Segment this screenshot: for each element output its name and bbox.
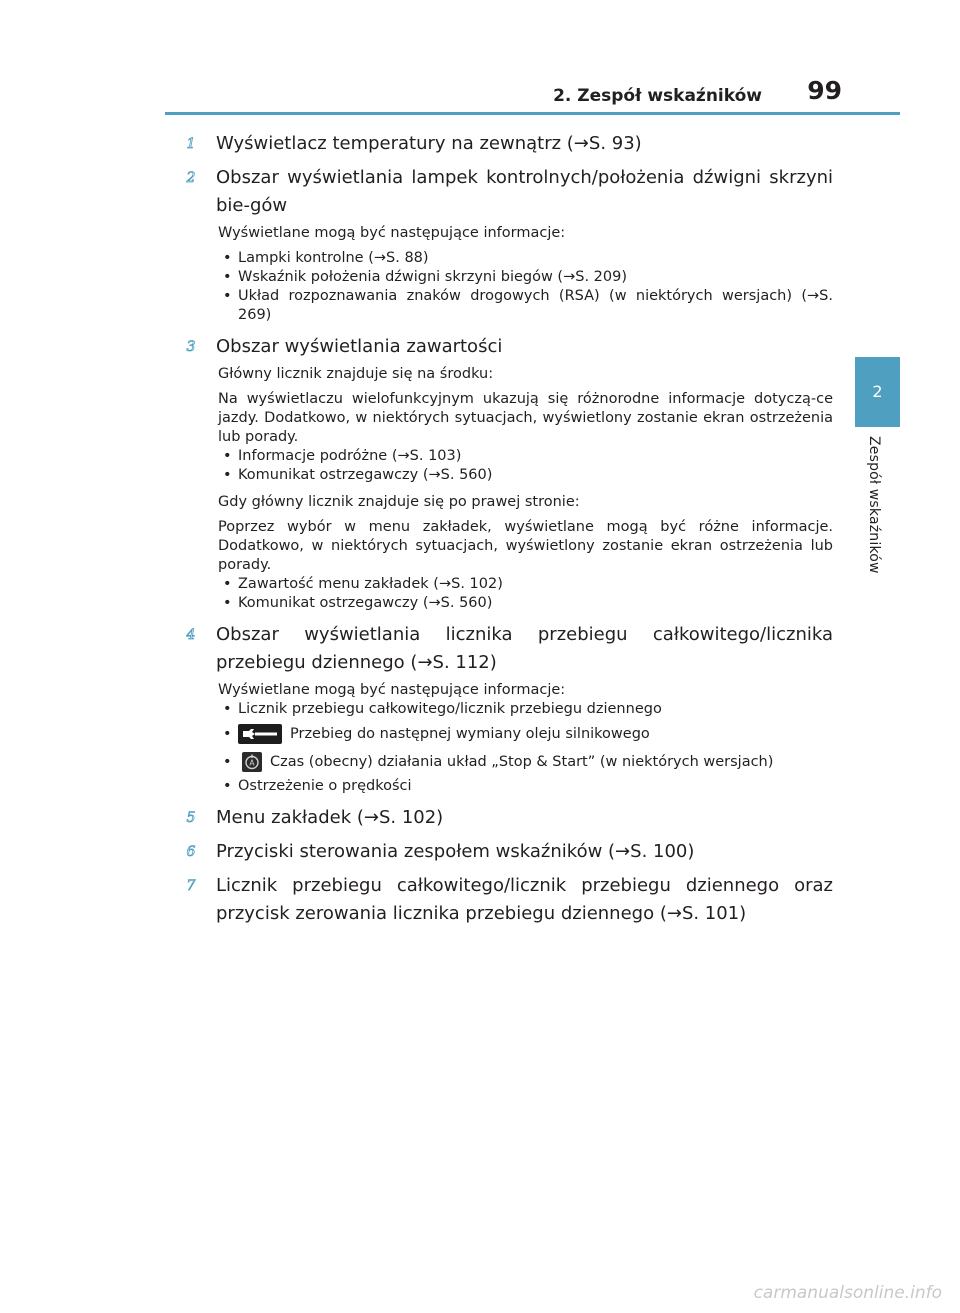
item-number: 1 bbox=[186, 136, 196, 152]
svg-text:A: • A bbox=[249, 758, 255, 768]
arrow-icon: → bbox=[373, 250, 387, 266]
item-number: 2 bbox=[186, 170, 196, 186]
page-ref-link[interactable]: S. 560) bbox=[440, 467, 493, 483]
arrow-icon: → bbox=[563, 269, 576, 285]
watermark: carmanualsonline.info bbox=[753, 1283, 942, 1303]
item-description: Poprzez wybór w menu zakładek, wyświetlane mogą być różne informacje. Dodatkowo, w niektórych sytuacjach, wyświetlony zostanie ekran ostrzeżenia lub porady. bbox=[218, 519, 833, 573]
bullet-item: • Komunikat ostrzegawczy (→S. 560) bbox=[218, 594, 833, 613]
list-item bbox=[183, 130, 833, 158]
page-ref-link[interactable]: S. 103) bbox=[409, 448, 462, 464]
page-ref-link[interactable]: S. 102) bbox=[451, 576, 503, 592]
bullet-item: • Lampki kontrolne (→S. 88) bbox=[218, 249, 833, 268]
page-ref-link[interactable]: S. 102) bbox=[378, 807, 444, 828]
bullet-list bbox=[218, 249, 833, 325]
bullet-item: • Przebieg do następnej wymiany oleju silnikowego bbox=[218, 721, 833, 747]
bullet-list bbox=[218, 700, 833, 796]
arrow-icon: → bbox=[363, 807, 379, 828]
list-item bbox=[183, 838, 833, 866]
section-title: 2. Zespół wskaźników bbox=[553, 86, 762, 106]
item-title: Wyświetlacz temperatury na zewnątrz (→S. 93) bbox=[216, 133, 642, 154]
item-title: Licznik przebiegu całkowitego/licznik przebiegu dziennego oraz przycisk zerowania licznika przebiegu dziennego (→S. 101) bbox=[216, 875, 833, 924]
bullet-item: • Zawartość menu zakładek (→S. 102) bbox=[218, 575, 833, 594]
bullet-item: • Układ rozpoznawania znaków drogowych (RSA) (w niektórych wersjach) (→S. 269) bbox=[218, 287, 833, 325]
chapter-tab[interactable]: 2 bbox=[855, 357, 900, 427]
page-ref-link[interactable]: S. 560) bbox=[440, 595, 493, 611]
item-description: Wyświetlane mogą być następujące informacje: bbox=[218, 225, 566, 241]
page-ref-link[interactable]: S. 93) bbox=[588, 133, 642, 154]
item-number: 6 bbox=[186, 844, 196, 860]
page-ref-link[interactable]: S. 88) bbox=[386, 250, 429, 266]
bullet-item: • Komunikat ostrzegawczy (→S. 560) bbox=[218, 466, 833, 485]
wrench-icon bbox=[238, 724, 282, 744]
list-item bbox=[183, 333, 833, 613]
item-number: 7 bbox=[186, 878, 196, 894]
list-item bbox=[183, 804, 833, 832]
page-ref-link[interactable]: S. 100) bbox=[630, 841, 695, 862]
item-description: Gdy główny licznik znajduje się po prawej stronie: bbox=[218, 494, 580, 510]
bullet-list bbox=[218, 575, 833, 613]
item-title: Przyciski sterowania zespołem wskaźników (→S. 100) bbox=[216, 841, 695, 862]
item-title: Obszar wyświetlania zawartości bbox=[216, 336, 503, 357]
arrow-icon: → bbox=[615, 841, 631, 862]
arrow-icon: → bbox=[438, 576, 452, 592]
list-item bbox=[183, 872, 833, 928]
bullet-item: • Ostrzeżenie o prędkości bbox=[218, 777, 833, 796]
item-number: 4 bbox=[186, 627, 196, 643]
item-title: Obszar wyświetlania lampek kontrolnych/położenia dźwigni skrzyni bie-gów bbox=[216, 167, 833, 216]
bullet-item: • Licznik przebiegu całkowitego/licznik przebiegu dziennego bbox=[218, 700, 833, 719]
arrow-icon: → bbox=[807, 288, 820, 304]
arrow-icon: → bbox=[417, 652, 433, 673]
bullet-item: • Wskaźnik położenia dźwigni skrzyni biegów (→S. 209) bbox=[218, 268, 833, 287]
item-title: Menu zakładek (→S. 102) bbox=[216, 807, 444, 828]
chapter-tab-label: Zespół wskaźników bbox=[866, 436, 882, 574]
bullet-item: • Informacje podróżne (→S. 103) bbox=[218, 447, 833, 466]
arrow-icon: → bbox=[397, 448, 410, 464]
stop-start-icon bbox=[242, 752, 262, 772]
list-item bbox=[183, 164, 833, 325]
item-description: Na wyświetlaczu wielofunkcyjnym ukazują się różnorodne informacje dotyczą-ce jazdy. Dodatkowo, w niektórych sytuacjach, wyświetlony zostanie ekran ostrzeżenia lub porady. bbox=[218, 391, 833, 445]
item-number: 3 bbox=[186, 339, 196, 355]
page-ref-link[interactable]: S. 269) bbox=[238, 288, 833, 323]
arrow-icon: → bbox=[428, 595, 441, 611]
page-ref-link[interactable]: S. 101) bbox=[681, 903, 747, 924]
page-ref-link[interactable]: S. 112) bbox=[432, 652, 497, 673]
item-title: Obszar wyświetlania licznika przebiegu całkowitego/licznika przebiegu dziennego (→S. 112) bbox=[216, 624, 833, 673]
page-header bbox=[165, 76, 900, 115]
item-number: 5 bbox=[186, 810, 196, 826]
page-ref-link[interactable]: S. 209) bbox=[575, 269, 628, 285]
arrow-icon: → bbox=[428, 467, 441, 483]
page-number: 99 bbox=[807, 76, 842, 105]
arrow-icon: → bbox=[666, 903, 682, 924]
bullet-item: • A Czas (obecny) działania układ „Stop & Start” (w niektórych wersjach) bbox=[218, 749, 833, 775]
list-item bbox=[183, 621, 833, 796]
bullet-list bbox=[218, 447, 833, 485]
arrow-icon: → bbox=[573, 133, 589, 154]
content bbox=[183, 130, 833, 934]
item-description: Główny licznik znajduje się na środku: bbox=[218, 366, 494, 382]
item-description: Wyświetlane mogą być następujące informacje: bbox=[218, 682, 566, 698]
